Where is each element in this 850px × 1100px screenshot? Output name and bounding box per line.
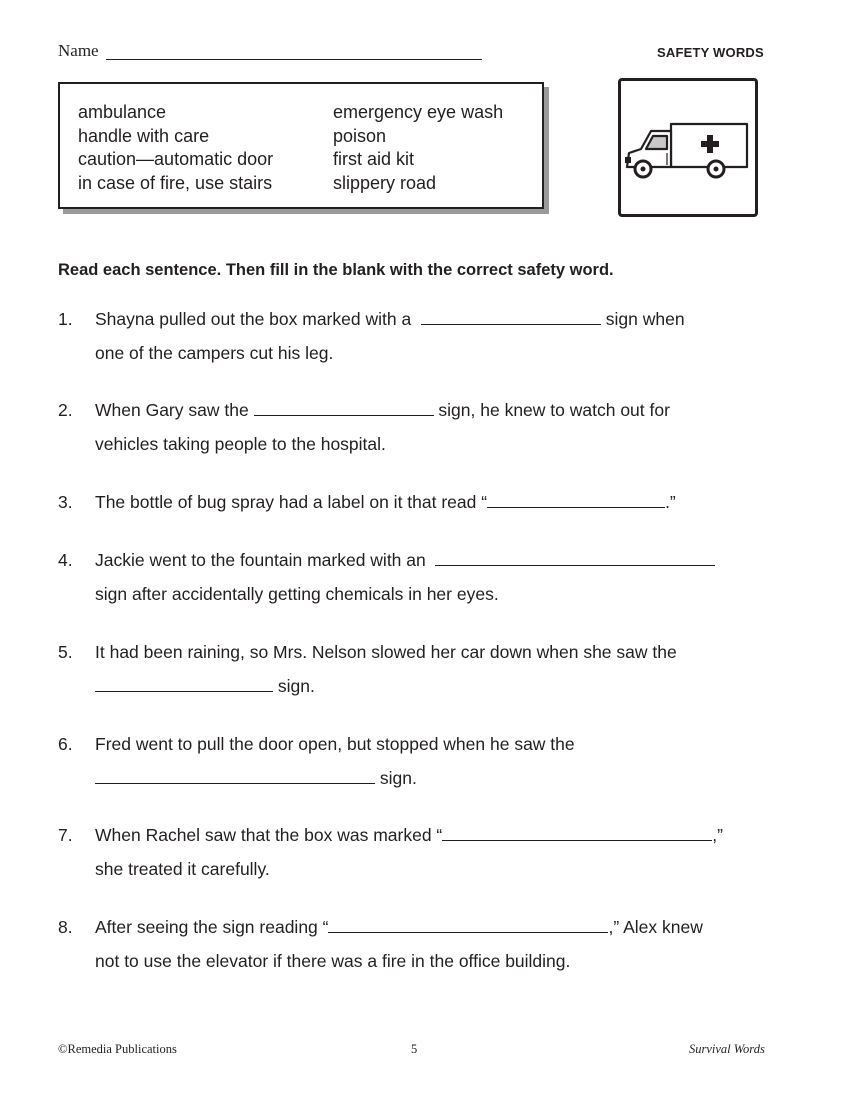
ambulance-picture-frame	[618, 78, 758, 217]
question-number: 6.	[58, 734, 73, 754]
answer-blank[interactable]	[421, 307, 601, 325]
question-text: sign.	[379, 768, 417, 788]
question-text: Fred went to pull the door open, but stopped when he saw the	[95, 734, 575, 754]
footer-book-title: Survival Words	[689, 1042, 765, 1056]
question-text: After seeing the sign reading “	[95, 917, 329, 937]
answer-blank[interactable]	[328, 915, 608, 933]
question-text: not to use the elevator if there was a fire in the office building.	[95, 951, 571, 971]
word-bank-item: emergency eye wash	[333, 102, 504, 122]
question-line	[95, 761, 417, 795]
word-bank-item: slippery road	[333, 173, 437, 193]
question-line	[95, 393, 670, 427]
question-line	[95, 818, 723, 852]
question-number: 3.	[58, 492, 73, 512]
question-text: vehicles taking people to the hospital.	[95, 434, 386, 454]
question-text: Jackie went to the fountain marked with an	[95, 550, 426, 570]
question-text: .”	[665, 492, 676, 512]
word-bank-item: handle with care	[78, 126, 210, 146]
question-text: When Rachel saw that the box was marked “	[95, 825, 443, 845]
question-text: The bottle of bug spray had a label on it that read “	[95, 492, 488, 512]
question-number: 7.	[58, 825, 73, 845]
page-number: 5	[411, 1042, 418, 1056]
question-text: one of the campers cut his leg.	[95, 343, 334, 363]
word-bank-item: ambulance	[78, 102, 167, 122]
answer-blank[interactable]	[442, 823, 712, 841]
word-bank-item: poison	[333, 126, 387, 146]
question-number: 4.	[58, 550, 73, 570]
word-bank-item: caution—automatic door	[78, 149, 274, 169]
name-label: Name	[58, 41, 99, 60]
question-text: sign after accidentally getting chemicals in her eyes.	[95, 584, 499, 604]
question-number: 2.	[58, 400, 73, 420]
question-text: sign, he knew to watch out for	[438, 400, 670, 420]
question-text: It had been raining, so Mrs. Nelson slowed her car down when she saw the	[95, 642, 677, 662]
question-text: ,” Alex knew	[608, 917, 703, 937]
answer-blank[interactable]	[254, 398, 434, 416]
question-text: she treated it carefully.	[95, 859, 270, 879]
footer-publisher: ©Remedia Publications	[58, 1042, 177, 1056]
question-text: Shayna pulled out the box marked with a	[95, 309, 412, 329]
question-line	[95, 669, 315, 703]
question-text: ,”	[712, 825, 723, 845]
answer-blank[interactable]	[435, 548, 715, 566]
section-title: SAFETY WORDS	[657, 45, 764, 60]
question-text: When Gary saw the	[95, 400, 249, 420]
question-line	[95, 910, 703, 944]
question-text: sign when	[605, 309, 685, 329]
word-bank-box	[58, 82, 544, 209]
question-line	[95, 485, 676, 519]
ambulance-icon	[621, 81, 755, 214]
question-line	[95, 302, 685, 336]
question-text: sign.	[277, 676, 315, 696]
answer-blank[interactable]	[95, 766, 375, 784]
instructions: Read each sentence. Then fill in the blank with the correct safety word.	[58, 261, 614, 279]
word-bank-item: first aid kit	[333, 149, 415, 169]
question-number: 1.	[58, 309, 73, 329]
answer-blank[interactable]	[487, 490, 665, 508]
name-blank[interactable]	[106, 59, 482, 60]
question-number: 5.	[58, 642, 73, 662]
question-line	[95, 543, 715, 577]
answer-blank[interactable]	[95, 674, 273, 692]
question-number: 8.	[58, 917, 73, 937]
word-bank-item: in case of fire, use stairs	[78, 173, 273, 193]
